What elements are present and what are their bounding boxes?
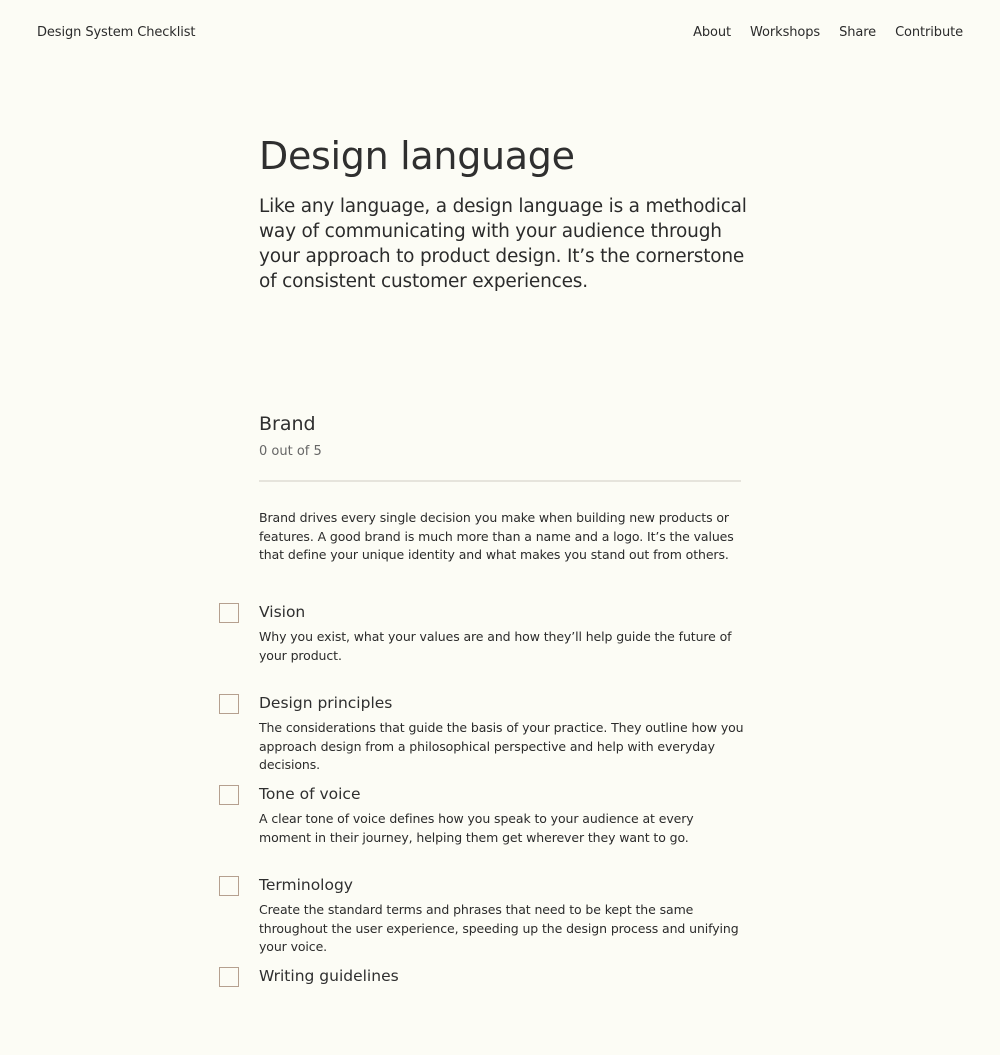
- checklist-item-writing-guidelines: [259, 964, 741, 1055]
- checklist-item-title: Writing guidelines: [259, 967, 399, 985]
- brand-section: [259, 410, 744, 985]
- nav-about-link[interactable]: About: [693, 25, 732, 40]
- checklist-item-description: Why you exist, what your values are and how they’ll help guide the future of your product.: [259, 629, 732, 663]
- top-nav: [693, 25, 963, 40]
- checkbox-terminology[interactable]: [219, 876, 239, 896]
- section-title: Brand: [259, 413, 316, 435]
- page-intro-text: Like any language, a design language is a methodical way of communicating with your audience through your approach to product design. It’s the cornerstone of consistent customer experiences.: [259, 196, 747, 292]
- page-title: Design language: [259, 134, 575, 178]
- checkbox-vision[interactable]: [219, 603, 239, 623]
- checklist-item-title: Design principles: [259, 694, 393, 712]
- checkbox-tone-of-voice[interactable]: [219, 785, 239, 805]
- checklist-item-terminology: [259, 873, 741, 964]
- site-header: [0, 0, 1000, 70]
- site-title-link[interactable]: Design System Checklist: [37, 25, 196, 40]
- checklist-item-title: Terminology: [259, 876, 353, 894]
- checkbox-writing-guidelines[interactable]: [219, 967, 239, 987]
- page-intro: [259, 128, 747, 294]
- nav-contribute-link[interactable]: Contribute: [895, 25, 963, 40]
- checkbox-design-principles[interactable]: [219, 694, 239, 714]
- checklist-item-vision: [259, 600, 741, 691]
- nav-workshops-link[interactable]: Workshops: [750, 25, 821, 40]
- checklist-item-title: Vision: [259, 603, 306, 621]
- section-description: Brand drives every single decision you make when building new products or features. A good brand is much more than a name and a logo. It’s the values that define your unique identity and what makes you stand out from others.: [259, 510, 734, 562]
- section-progress-bar: [259, 480, 741, 482]
- checklist-item-description: Create the standard terms and phrases that need to be kept the same throughout the user experience, speeding up the design process and unifying your voice.: [259, 902, 739, 954]
- checklist-item-tone-of-voice: [259, 782, 741, 873]
- nav-share-link[interactable]: Share: [839, 25, 877, 40]
- checklist-item-description: A clear tone of voice defines how you speak to your audience at every moment in their journey, helping them get wherever they want to go.: [259, 811, 694, 845]
- checklist: [259, 600, 744, 1055]
- section-progress-count: 0 out of 5: [259, 444, 322, 459]
- checklist-item-description: The considerations that guide the basis of your practice. They outline how you approach design from a philosophical perspective and help with everyday decisions.: [259, 720, 744, 772]
- checklist-item-design-principles: [259, 691, 744, 782]
- checklist-item-title: Tone of voice: [259, 785, 361, 803]
